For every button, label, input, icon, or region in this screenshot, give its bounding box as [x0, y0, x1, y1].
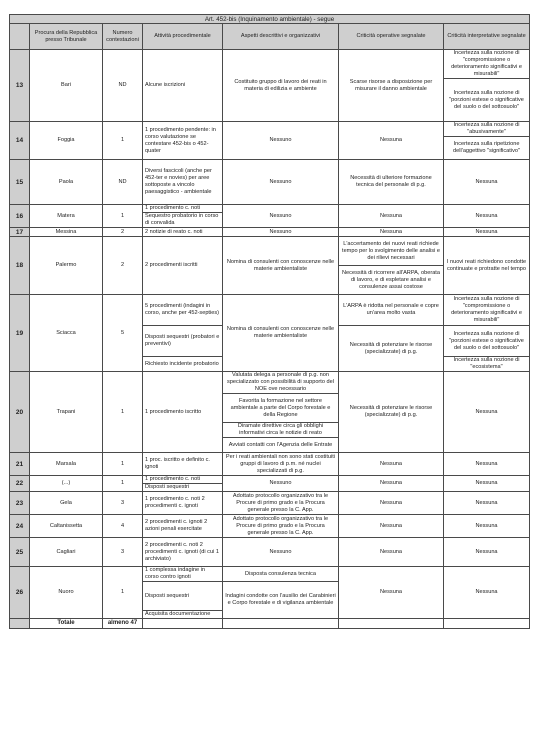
cell-aspetti: Per i reati ambientali non sono stati costituiti gruppi di lavoro di p.m. né nuclei specializzati di p.g.: [223, 453, 339, 476]
cell-numero: 2: [103, 228, 143, 237]
cell-attivita: Alcune iscrizioni: [143, 50, 223, 122]
cell-numero: 5: [103, 295, 143, 372]
cell-aspetti: Nessuno: [223, 228, 339, 237]
row-number: 26: [10, 567, 30, 619]
cell-criticita-int: Incertezza sulla nozione di "compromissione o deterioramento significativi e misurabili": [444, 295, 530, 326]
cell-attivita: 2 procedimenti c. noti 2 procedimenti c. ignoti (di cui 1 archiviato): [143, 538, 223, 567]
cell-attivita: 2 notizie di reato c. noti: [143, 228, 223, 237]
cell-procura: Palermo: [30, 237, 103, 295]
total-label: Totale: [30, 619, 103, 629]
cell-criticita-int: Nessuna: [444, 476, 530, 492]
table-title: Art. 452-bis (Inquinamento ambientale) - segue: [10, 15, 530, 24]
table-row: [10, 237, 530, 266]
total-empty: [223, 619, 339, 629]
cell-attivita: 1 procedimento iscritto: [143, 372, 223, 453]
row-number: 15: [10, 160, 30, 205]
cell-numero: 1: [103, 567, 143, 619]
cell-aspetti: Indagini condotte con l'ausilio dei Carabinieri e Corpo forestale e di vigilanza ambientale: [223, 582, 339, 619]
cell-attivita: 1 procedimento pendente: in corso valutazione se contestare 452-bis o 452-quater: [143, 122, 223, 160]
cell-aspetti: Nomina di consulenti con conoscenze nelle materie ambientaliste: [223, 295, 339, 372]
cell-criticita-op: Nessuna: [339, 567, 444, 619]
row-number: 16: [10, 205, 30, 228]
cell-criticita-op: Nessuna: [339, 492, 444, 515]
header-criticita-int: Criticità interpretative segnalate: [444, 24, 530, 50]
cell-criticita-op: Scarse risorse a disposizione per misurare il danno ambientale: [339, 50, 444, 122]
cell-criticita-int: Nessuna: [444, 567, 530, 619]
header-row: [10, 24, 530, 50]
cell-criticita-int: Nessuna: [444, 515, 530, 538]
cell-criticita-int: Incertezza sulla nozione di "ecosistema": [444, 357, 530, 372]
cell-criticita-int: Nessuna: [444, 538, 530, 567]
cell-criticita-op: Nessuna: [339, 476, 444, 492]
cell-aspetti: Diramate direttive circa gli obblighi informativi circa le notizie di reato: [223, 423, 339, 438]
header-attivita: Attività procedimentale: [143, 24, 223, 50]
cell-procura: Caltanissetta: [30, 515, 103, 538]
header-procura: Procura della Repubblica presso Tribunale: [30, 24, 103, 50]
cell-procura: Sciacca: [30, 295, 103, 372]
cell-criticita-int: Incertezza sulla nozione di "porzioni estese o significative del suolo o del sottosuolo": [444, 79, 530, 122]
cell-numero: 2: [103, 237, 143, 295]
table-row: [10, 122, 530, 137]
cell-criticita-op: Nessuna: [339, 538, 444, 567]
table-row: [10, 372, 530, 394]
row-number: 20: [10, 372, 30, 453]
cell-aspetti: Costituito gruppo di lavoro dei reati in materia di edilizia e ambiente: [223, 50, 339, 122]
table-row: [10, 538, 530, 567]
header-aspetti: Aspetti descrittivi e organizzativi: [223, 24, 339, 50]
cell-criticita-op: Nessuna: [339, 228, 444, 237]
cell-attivita: Diversi fascicoli (anche per 452-ter e novies) per aree sottoposte a vincolo paesaggistico - ambientale: [143, 160, 223, 205]
total-empty: [143, 619, 223, 629]
cell-criticita-int: Nessuna: [444, 160, 530, 205]
cell-criticita-op: Necessità di ricorrere all'ARPA, oberata di lavoro, e di espletare analisi e consulenze assai costose: [339, 266, 444, 295]
cell-aspetti: Avviati contatti con l'Agenzia delle Entrate: [223, 438, 339, 453]
cell-aspetti: Valutata delega a personale di p.g. non specializzato con possibilità di supporto del NOE ove necessario: [223, 372, 339, 394]
cell-numero: 1: [103, 372, 143, 453]
cell-numero: 1: [103, 205, 143, 228]
row-number: 21: [10, 453, 30, 476]
cell-procura: Matera: [30, 205, 103, 228]
row-number: 23: [10, 492, 30, 515]
cell-criticita-int: Incertezza sulla nozione di "compromissione o deterioramento significativi e misurabili": [444, 50, 530, 79]
cell-attivita: Acquisita documentazione: [143, 611, 223, 619]
cell-aspetti: Nomina di consulenti con conoscenze nelle materie ambientaliste: [223, 237, 339, 295]
table-row: [10, 50, 530, 79]
cell-criticita-int: I nuovi reati richiedono condotte continuate e protratte nel tempo: [444, 237, 530, 295]
cell-aspetti: Disposta consulenza tecnica: [223, 567, 339, 582]
row-number: 13: [10, 50, 30, 122]
cell-numero: 1: [103, 122, 143, 160]
table-row: [10, 492, 530, 515]
cell-numero: 4: [103, 515, 143, 538]
table-row: [10, 295, 530, 326]
cell-criticita-op: Nessuna: [339, 453, 444, 476]
cell-criticita-op: Nessuna: [339, 515, 444, 538]
row-number: 24: [10, 515, 30, 538]
cell-attivita: 1 procedimento c. noti 2 procedimenti c. ignoti: [143, 492, 223, 515]
cell-numero: ND: [103, 160, 143, 205]
cell-aspetti: Nessuno: [223, 476, 339, 492]
cell-criticita-int: Nessuna: [444, 205, 530, 228]
cell-procura: Bari: [30, 50, 103, 122]
row-number: 25: [10, 538, 30, 567]
cell-criticita-int: Incertezza sulla nozione di "porzioni estese o significative del suolo o del sottosuolo": [444, 326, 530, 357]
cell-aspetti: Adottato protocollo organizzativo tra le Procure di primo grado e la Procura generale presso la C. App.: [223, 515, 339, 538]
total-empty: [339, 619, 444, 629]
cell-criticita-op: L'accertamento dei nuovi reati richiede tempo per lo svolgimento delle analisi e dei rilievi necessari: [339, 237, 444, 266]
cell-criticita-int: Nessuna: [444, 453, 530, 476]
table-row: [10, 567, 530, 582]
cell-attivita: Disposti sequestri: [143, 582, 223, 611]
cell-procura: Marsala: [30, 453, 103, 476]
cell-attivita: 2 procedimenti c. ignoti 2 azioni penali esercitate: [143, 515, 223, 538]
cell-aspetti: Nessuno: [223, 538, 339, 567]
cell-attivita: 2 procedimenti iscritti: [143, 237, 223, 295]
table-row: [10, 476, 530, 484]
cell-attivita: Disposti sequestri (probatori e preventivi): [143, 326, 223, 357]
cell-numero: 3: [103, 492, 143, 515]
cell-aspetti: Nessuno: [223, 122, 339, 160]
cell-criticita-op: Necessità di potenziare le risorse (specializzate) di p.g.: [339, 326, 444, 372]
cell-procura: Messina: [30, 228, 103, 237]
table-row: [10, 160, 530, 205]
row-number: 19: [10, 295, 30, 372]
cell-criticita-op: Necessità di potenziare le risorse (specializzate) di p.g.: [339, 372, 444, 453]
table-row: [10, 515, 530, 538]
cell-aspetti: Nessuno: [223, 205, 339, 228]
row-number: 17: [10, 228, 30, 237]
cell-criticita-int: Nessuna: [444, 228, 530, 237]
table-row: [10, 205, 530, 213]
procure-table: [9, 14, 530, 629]
cell-criticita-op: Nessuna: [339, 205, 444, 228]
cell-numero: 3: [103, 538, 143, 567]
cell-numero: 1: [103, 453, 143, 476]
row-number: 22: [10, 476, 30, 492]
header-blank: [10, 24, 30, 50]
cell-attivita: Richiesto incidente probatorio: [143, 357, 223, 372]
table-row: [10, 453, 530, 476]
cell-procura: Nuoro: [30, 567, 103, 619]
cell-criticita-op: Nessuna: [339, 122, 444, 160]
cell-attivita: 1 complessa indagine in corso contro ignoti: [143, 567, 223, 582]
cell-attivita: Sequestro probatorio in corso di convalida: [143, 213, 223, 228]
cell-criticita-op: L'ARPA è ridotta nel personale e copre un'area molto vasta: [339, 295, 444, 326]
header-numero: Numero contestazioni: [103, 24, 143, 50]
cell-procura: Paola: [30, 160, 103, 205]
cell-attivita: 1 procedimento c. noti: [143, 476, 223, 484]
row-number: 18: [10, 237, 30, 295]
header-criticita-op: Criticità operative segnalate: [339, 24, 444, 50]
total-blank: [10, 619, 30, 629]
cell-numero: 1: [103, 476, 143, 492]
cell-aspetti: Favorita la formazione nel settore ambientale a parte del Corpo forestale e della Regione: [223, 394, 339, 423]
cell-aspetti: Nessuno: [223, 160, 339, 205]
table-row: [10, 228, 530, 237]
cell-aspetti: Adottato protocollo organizzativo tra le Procure di primo grado e la Procura generale presso la C. App.: [223, 492, 339, 515]
cell-criticita-int: Nessuna: [444, 492, 530, 515]
total-empty: [444, 619, 530, 629]
cell-attivita: 1 proc. iscritto e definito c. ignoti: [143, 453, 223, 476]
cell-criticita-int: Nessuna: [444, 372, 530, 453]
cell-procura: Foggia: [30, 122, 103, 160]
cell-criticita-op: Necessità di ulteriore formazione tecnica del personale di p.g.: [339, 160, 444, 205]
cell-numero: ND: [103, 50, 143, 122]
cell-procura: Trapani: [30, 372, 103, 453]
cell-attivita: 5 procedimenti (indagini in corso, anche per 452-septies): [143, 295, 223, 326]
cell-attivita: Disposti sequestri: [143, 484, 223, 492]
cell-criticita-int: Incertezza sulla nozione di "abusivamente": [444, 122, 530, 137]
cell-procura: Gela: [30, 492, 103, 515]
cell-procura: Cagliari: [30, 538, 103, 567]
cell-attivita: 1 procedimento c. noti: [143, 205, 223, 213]
cell-criticita-int: Incertezza sulla ripetizione dell'aggettivo "significativo": [444, 137, 530, 160]
row-number: 14: [10, 122, 30, 160]
cell-procura: (...): [30, 476, 103, 492]
total-value: almeno 47: [103, 619, 143, 629]
total-row: [10, 619, 530, 629]
